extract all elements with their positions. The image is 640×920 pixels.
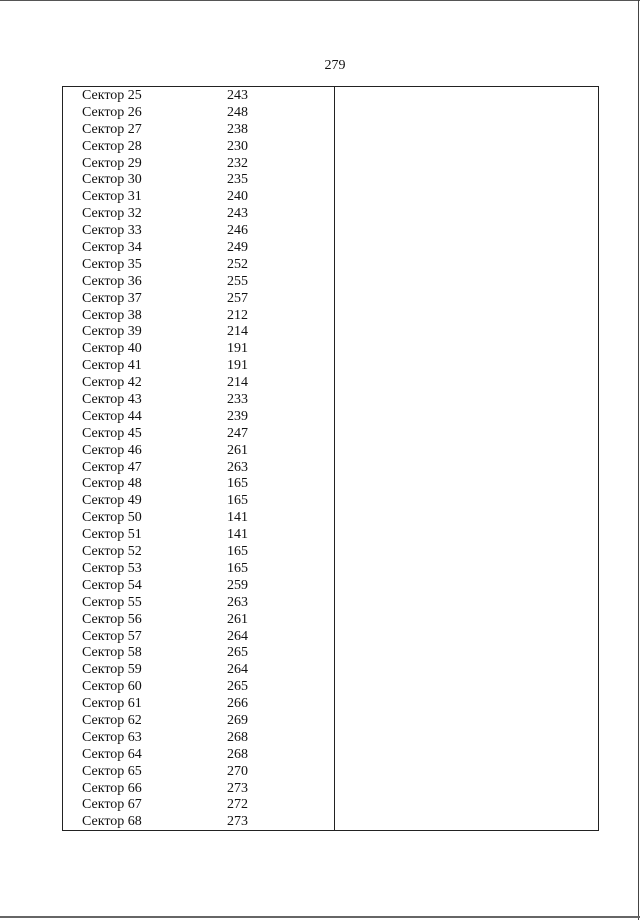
sector-value: 252 <box>227 256 248 272</box>
table-row <box>82 392 322 409</box>
sector-name: Сектор 38 <box>82 307 142 323</box>
table-row <box>82 257 322 274</box>
table-row <box>82 578 322 595</box>
sector-name: Сектор 44 <box>82 408 142 424</box>
sector-value: 270 <box>227 763 248 779</box>
sector-value: 233 <box>227 392 248 408</box>
table-row <box>82 629 322 646</box>
sector-name: Сектор 55 <box>82 594 142 610</box>
sector-value: 261 <box>227 442 248 458</box>
sector-value: 238 <box>227 121 248 137</box>
table-row <box>82 595 322 612</box>
table-row <box>82 189 322 206</box>
sector-value: 165 <box>227 560 248 576</box>
sector-value: 249 <box>227 240 248 256</box>
sector-name: Сектор 46 <box>82 442 142 458</box>
table-row <box>82 105 322 122</box>
sector-name: Сектор 51 <box>82 527 142 543</box>
sector-name: Сектор 68 <box>82 814 142 830</box>
page-edge-top <box>0 0 640 1</box>
table-row <box>82 527 322 544</box>
sector-name: Сектор 30 <box>82 172 142 188</box>
page-edge-right <box>638 0 639 920</box>
sector-value: 268 <box>227 746 248 762</box>
sector-name: Сектор 47 <box>82 459 142 475</box>
sector-name: Сектор 63 <box>82 729 142 745</box>
sector-value: 243 <box>227 88 248 103</box>
sector-value: 243 <box>227 206 248 222</box>
sector-value: 257 <box>227 290 248 306</box>
sector-value: 255 <box>227 273 248 289</box>
table-row <box>82 122 322 139</box>
sector-name: Сектор 56 <box>82 611 142 627</box>
sector-name: Сектор 34 <box>82 240 142 256</box>
sector-value: 247 <box>227 425 248 441</box>
sector-name: Сектор 61 <box>82 696 142 712</box>
sector-name: Сектор 26 <box>82 104 142 120</box>
sector-name: Сектор 52 <box>82 544 142 560</box>
sector-name: Сектор 35 <box>82 256 142 272</box>
table-row <box>82 341 322 358</box>
sector-name: Сектор 64 <box>82 746 142 762</box>
sector-name: Сектор 41 <box>82 358 142 374</box>
table-row <box>82 645 322 662</box>
sector-value: 191 <box>227 358 248 374</box>
table-row <box>82 206 322 223</box>
sector-value: 214 <box>227 324 248 340</box>
table-row <box>82 443 322 460</box>
table-row <box>82 561 322 578</box>
sector-value: 235 <box>227 172 248 188</box>
table-row <box>82 358 322 375</box>
sector-value: 259 <box>227 577 248 593</box>
sector-value: 191 <box>227 341 248 357</box>
table-row <box>82 308 322 325</box>
sector-value: 240 <box>227 189 248 205</box>
table-row <box>82 493 322 510</box>
table-column-divider <box>334 86 335 831</box>
sector-name: Сектор 67 <box>82 797 142 813</box>
table-row <box>82 274 322 291</box>
sector-value: 265 <box>227 645 248 661</box>
table-row <box>82 375 322 392</box>
sector-value: 165 <box>227 493 248 509</box>
sector-value: 269 <box>227 712 248 728</box>
sector-value: 248 <box>227 104 248 120</box>
table-row <box>82 223 322 240</box>
table-row <box>82 291 322 308</box>
table-row <box>82 156 322 173</box>
sector-name: Сектор 32 <box>82 206 142 222</box>
sector-value: 141 <box>227 527 248 543</box>
table-row <box>82 544 322 561</box>
sector-name: Сектор 58 <box>82 645 142 661</box>
page-number: 279 <box>324 58 346 73</box>
table-row <box>82 764 322 781</box>
sector-name: Сектор 49 <box>82 493 142 509</box>
sector-value: 273 <box>227 780 248 796</box>
sector-name: Сектор 48 <box>82 476 142 492</box>
table-row <box>82 662 322 679</box>
table-row <box>82 324 322 341</box>
table-row <box>82 460 322 477</box>
sector-value: 263 <box>227 459 248 475</box>
sector-value: 263 <box>227 594 248 610</box>
sector-value: 165 <box>227 544 248 560</box>
table-row <box>82 240 322 257</box>
sector-name: Сектор 29 <box>82 155 142 171</box>
sector-value: 214 <box>227 375 248 391</box>
sector-value: 141 <box>227 510 248 526</box>
table-row <box>82 696 322 713</box>
sector-value: 246 <box>227 223 248 239</box>
sector-name: Сектор 43 <box>82 392 142 408</box>
sector-rows <box>82 88 322 831</box>
table-row <box>82 172 322 189</box>
sector-name: Сектор 57 <box>82 628 142 644</box>
sector-value: 264 <box>227 662 248 678</box>
sector-value: 272 <box>227 797 248 813</box>
sector-value: 266 <box>227 696 248 712</box>
sector-name: Сектор 53 <box>82 560 142 576</box>
table-row <box>82 781 322 798</box>
sector-name: Сектор 60 <box>82 679 142 695</box>
table-row <box>82 426 322 443</box>
sector-name: Сектор 27 <box>82 121 142 137</box>
sector-name: Сектор 50 <box>82 510 142 526</box>
table-row <box>82 747 322 764</box>
sector-name: Сектор 37 <box>82 290 142 306</box>
sector-name: Сектор 66 <box>82 780 142 796</box>
table-row <box>82 814 322 831</box>
sector-value: 273 <box>227 814 248 830</box>
sector-name: Сектор 31 <box>82 189 142 205</box>
table-row <box>82 88 322 105</box>
sector-name: Сектор 40 <box>82 341 142 357</box>
sector-value: 239 <box>227 408 248 424</box>
sector-name: Сектор 33 <box>82 223 142 239</box>
table-row <box>82 797 322 814</box>
sector-name: Сектор 54 <box>82 577 142 593</box>
table-row <box>82 612 322 629</box>
sector-name: Сектор 62 <box>82 712 142 728</box>
table-row <box>82 510 322 527</box>
sector-value: 230 <box>227 138 248 154</box>
sector-value: 165 <box>227 476 248 492</box>
sector-name: Сектор 45 <box>82 425 142 441</box>
sector-name: Сектор 28 <box>82 138 142 154</box>
table-row <box>82 679 322 696</box>
sector-name: Сектор 65 <box>82 763 142 779</box>
sector-name: Сектор 25 <box>82 88 142 103</box>
sector-name: Сектор 39 <box>82 324 142 340</box>
sector-value: 232 <box>227 155 248 171</box>
sector-value: 264 <box>227 628 248 644</box>
table-row <box>82 713 322 730</box>
sector-value: 265 <box>227 679 248 695</box>
table-row <box>82 409 322 426</box>
sector-name: Сектор 59 <box>82 662 142 678</box>
sector-name: Сектор 36 <box>82 273 142 289</box>
table-row <box>82 730 322 747</box>
table-row <box>82 139 322 156</box>
page-edge-bottom <box>0 916 640 918</box>
sector-name: Сектор 42 <box>82 375 142 391</box>
sector-value: 268 <box>227 729 248 745</box>
table-row <box>82 476 322 493</box>
sector-value: 212 <box>227 307 248 323</box>
sector-value: 261 <box>227 611 248 627</box>
